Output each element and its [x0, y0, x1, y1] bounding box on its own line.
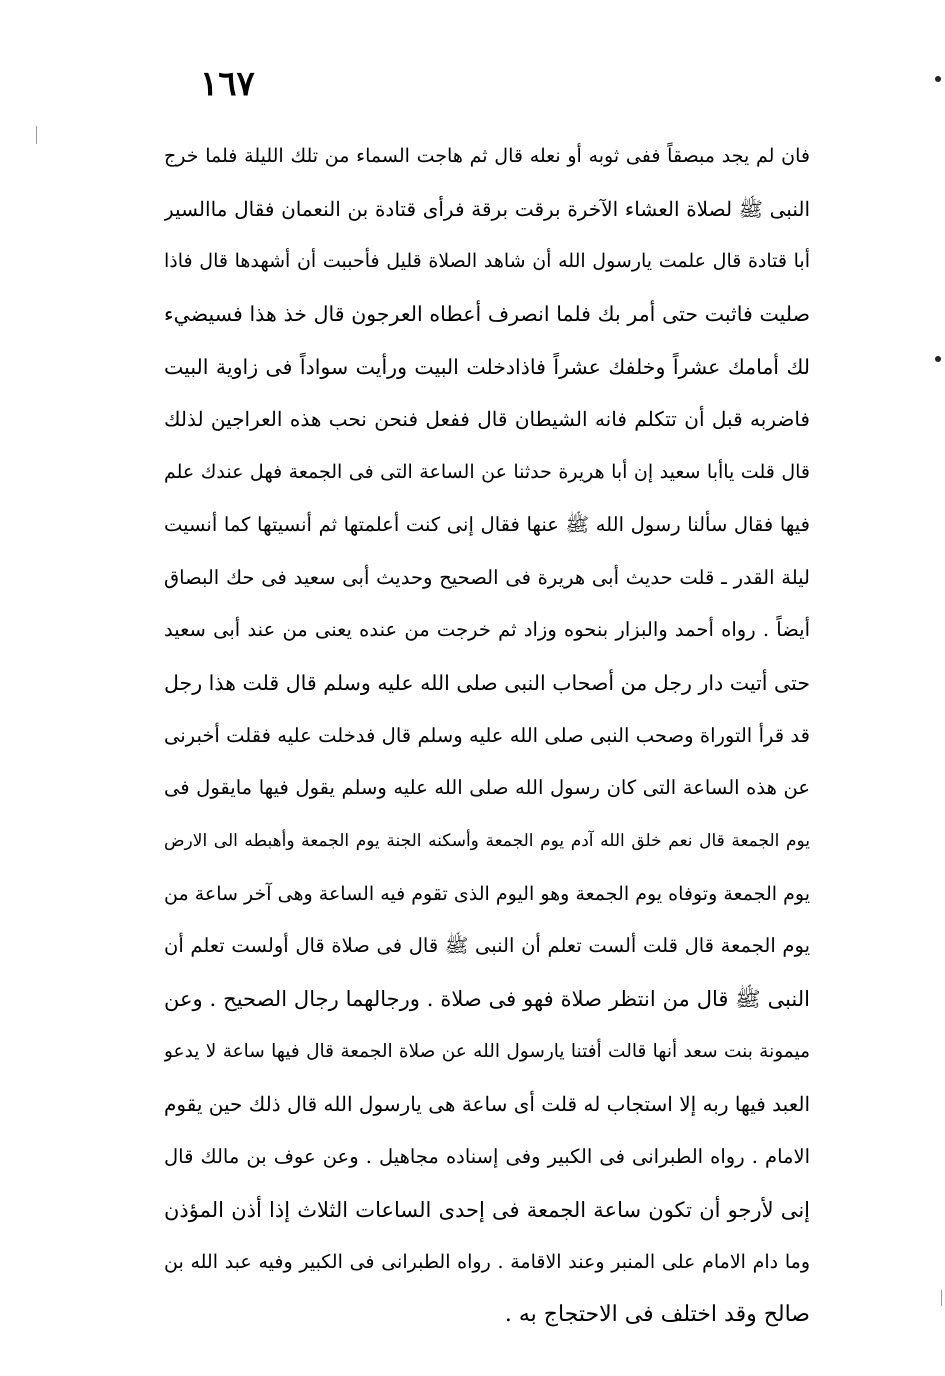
- text-line: لك أمامك عشراً وخلفك عشراً فاذادخلت البيت ورأيت سواداً فى زاوية البيت: [164, 354, 810, 379]
- text-line: وما دام الامام على المنبر وعند الاقامة . رواه الطبرانى فى الكبير وفيه عبد الله بن: [164, 1251, 810, 1274]
- text-line: العبد فيها ربه إلا استجاب له قلت أى ساعة هى يارسول الله قال ذلك حين يقوم: [164, 1092, 810, 1117]
- scan-mark: [935, 356, 941, 362]
- text-line: فاضربه قبل أن تتكلم فانه الشيطان قال ففعل فنحن نحب هذه العراجين لذلك: [164, 407, 810, 432]
- text-line: صليت فاثبت حتى أمر بك فلما انصرف أعطاه العرجون قال خذ هذا فسيضيء: [164, 302, 810, 327]
- text-line: أبا قتادة قال علمت يارسول الله أن شاهد الصلاة قليل فأحببت أن أشهدها قال فاذا: [164, 250, 810, 273]
- text-line: يوم الجمعة وتوفاه يوم الجمعة وهو اليوم الذى تقوم فيه الساعة وهى آخر ساعة من: [164, 882, 810, 905]
- text-line: يوم الجمعة قال نعم خلق الله آدم يوم الجمعة وأسكنه الجنة يوم الجمعة وأهبطه الى الارض: [164, 830, 810, 851]
- scan-mark: [935, 76, 941, 82]
- text-line: أيضاً . رواه أحمد والبزار بنحوه وزاد ثم خرجت من عنده يعنى من عند أبى سعيد: [164, 618, 810, 642]
- text-line: ميمونة بنت سعد أنها قالت أفتنا يارسول الله عن صلاة الجمعة قال فيها ساعة لا يدعو: [164, 1040, 810, 1062]
- page-number: ١٦٧: [200, 64, 255, 104]
- text-line: الامام . رواه الطبرانى فى الكبير وفى إسناده مجاهيل . وعن عوف بن مالك قال: [164, 1145, 810, 1169]
- text-line-last: صالح وقد اختلف فى الاحتجاج به .: [504, 1302, 810, 1328]
- text-line: ليلة القدر ـ قلت حديث أبى هريرة فى الصحيح وحديث أبى سعيد فى حك البصاق: [164, 565, 810, 589]
- scan-tick: [36, 126, 37, 144]
- text-line: يوم الجمعة قال قلت ألست تعلم أن النبى ﷺ قال فى صلاة قال أولست تعلم أن: [164, 934, 810, 958]
- text-line: قال قلت ياأبا سعيد إن أبا هريرة حدثنا عن الساعة التى فى الجمعة فهل عندك علم: [164, 461, 810, 484]
- scan-tick: [941, 1290, 942, 1306]
- body-text: [164, 130, 810, 1342]
- text-line: عن هذه الساعة التى كان رسول الله صلى الله عليه وسلم يقول فيها مايقول فى: [164, 776, 810, 800]
- text-line: قد قرأ التوراة وصحب النبى صلى الله عليه وسلم قال فدخلت عليه فقلت أخبرنى: [164, 723, 810, 747]
- text-line: فيها فقال سألنا رسول الله ﷺ عنها فقال إنى كنت أعلمتها ثم أنسيتها كما أنسيت: [164, 512, 810, 536]
- text-line: حتى أتيت دار رجل من أصحاب النبى صلى الله عليه وسلم قال قلت هذا رجل: [164, 670, 810, 695]
- text-line: النبى ﷺ قال من انتظر صلاة فهو فى صلاة . ورجالهما رجال الصحيح . وعن: [164, 987, 810, 1011]
- text-line: إنى لأرجو أن تكون ساعة الجمعة فى إحدى الساعات الثلاث إذا أذن المؤذن: [164, 1197, 810, 1222]
- text-line: فان لم يجد مبصقاً ففى ثوبه أو نعله قال ثم هاجت السماء من تلك الليلة فلما خرج: [164, 145, 810, 167]
- text-line: النبى ﷺ لصلاة العشاء الآخرة برقت برقة فرأى قتادة بن النعمان فقال ماالسير: [164, 196, 810, 221]
